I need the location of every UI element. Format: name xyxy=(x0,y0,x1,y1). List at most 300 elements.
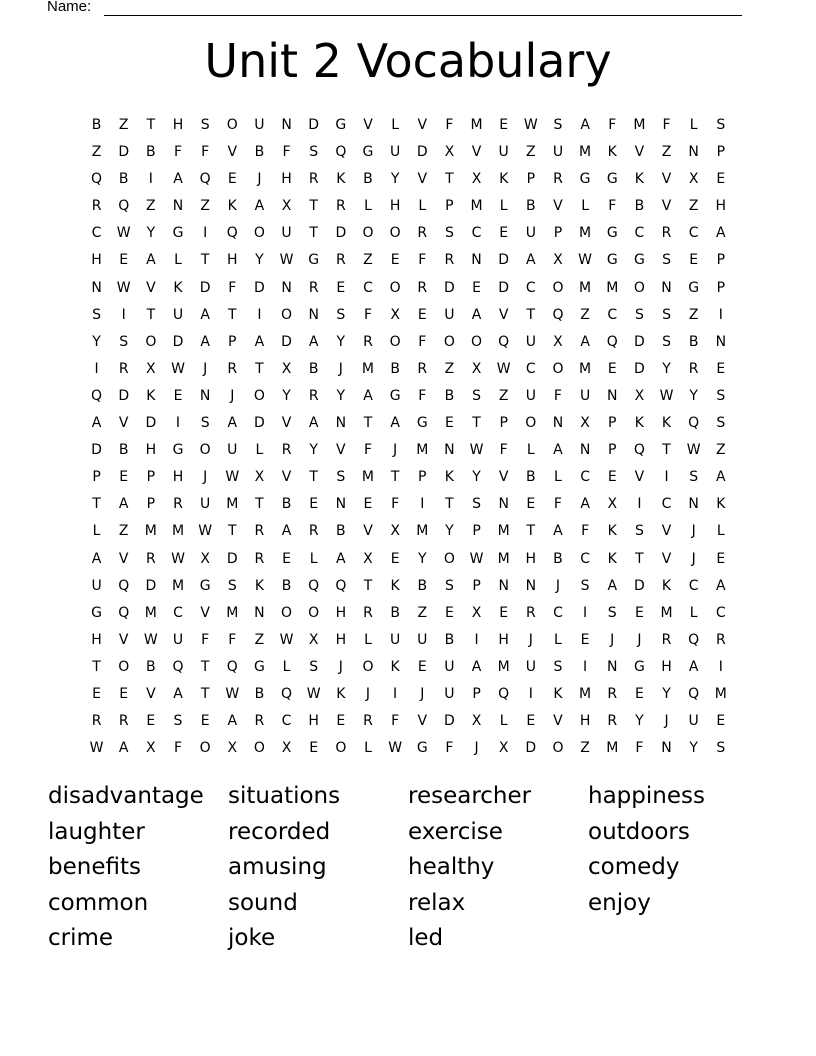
grid-letter: V xyxy=(281,415,292,432)
grid-letter: N xyxy=(91,279,102,296)
grid-letter: V xyxy=(498,306,509,323)
grid-letter: A xyxy=(254,198,265,215)
grid-letter: M xyxy=(579,144,592,161)
word-list-item: common xyxy=(48,889,149,916)
grid-letter: M xyxy=(361,469,375,486)
grid-letter: R xyxy=(91,713,102,730)
grid-letter: J xyxy=(474,740,479,757)
grid-letter: R xyxy=(227,360,238,377)
grid-letter: H xyxy=(715,198,727,215)
grid-letter: O xyxy=(226,117,238,133)
grid-letter: F xyxy=(608,198,617,215)
name-field-line[interactable] xyxy=(104,15,742,16)
grid-letter: V xyxy=(227,144,238,161)
grid-letter: S xyxy=(662,306,671,323)
grid-letter: V xyxy=(146,685,156,702)
word-list-item: outdoors xyxy=(588,818,690,845)
grid-letter: T xyxy=(200,685,210,702)
grid-letter: F xyxy=(201,144,210,161)
grid-letter: A xyxy=(390,415,400,432)
grid-letter: E xyxy=(444,415,454,432)
grid-letter: R xyxy=(417,360,428,377)
grid-letter: M xyxy=(416,442,429,459)
grid-letter: X xyxy=(634,387,645,404)
grid-letter: C xyxy=(688,577,699,594)
grid-letter: T xyxy=(445,496,454,513)
grid-letter: Y xyxy=(336,333,346,350)
grid-letter: I xyxy=(175,415,181,432)
grid-letter: G xyxy=(91,604,102,621)
grid-letter: E xyxy=(526,713,536,730)
grid-letter: V xyxy=(553,713,563,730)
grid-letter: Q xyxy=(606,333,618,350)
grid-letter: P xyxy=(716,279,726,296)
grid-letter: R xyxy=(417,279,428,296)
grid-letter: F xyxy=(201,631,210,648)
grid-letter: P xyxy=(716,252,726,269)
grid-letter: S xyxy=(173,713,183,730)
grid-letter: J xyxy=(393,442,398,459)
grid-letter: N xyxy=(715,333,727,350)
grid-letter: O xyxy=(281,306,293,323)
grid-letter: Y xyxy=(689,387,698,404)
grid-letter: R xyxy=(254,550,265,567)
grid-letter: M xyxy=(470,117,483,133)
grid-letter: S xyxy=(200,117,210,133)
grid-letter: U xyxy=(281,225,292,242)
grid-letter: R xyxy=(91,198,102,215)
grid-letter: C xyxy=(363,279,373,296)
grid-letter: R xyxy=(145,550,156,567)
grid-letter: Q xyxy=(199,171,211,188)
grid-letter: I xyxy=(528,685,533,702)
grid-letter: E xyxy=(227,171,237,188)
grid-letter: X xyxy=(363,550,373,567)
grid-letter: B xyxy=(308,360,319,377)
grid-letter: G xyxy=(308,252,320,269)
grid-letter: G xyxy=(416,740,428,757)
grid-letter: E xyxy=(309,496,319,513)
grid-letter: R xyxy=(254,713,265,730)
grid-letter: Q xyxy=(281,685,293,702)
grid-letter: H xyxy=(498,631,509,648)
grid-letter: A xyxy=(173,685,183,702)
grid-letter: X xyxy=(308,631,319,648)
grid-letter: X xyxy=(580,415,590,432)
grid-letter: U xyxy=(417,631,428,648)
grid-letter: I xyxy=(148,171,153,188)
grid-letter: V xyxy=(634,144,645,161)
grid-letter: M xyxy=(579,685,592,702)
grid-letter: E xyxy=(336,713,346,730)
grid-letter: W xyxy=(171,360,185,377)
grid-letter: S xyxy=(580,577,590,594)
grid-letter: T xyxy=(445,171,454,188)
grid-letter: C xyxy=(715,604,726,621)
grid-letter: W xyxy=(306,685,321,702)
grid-letter: K xyxy=(254,577,264,594)
grid-letter: F xyxy=(581,523,590,540)
grid-letter: Z xyxy=(716,442,726,459)
grid-letter: C xyxy=(634,225,645,242)
grid-letter: Z xyxy=(417,604,428,621)
grid-letter: R xyxy=(607,713,618,730)
word-list-item: benefits xyxy=(48,854,141,881)
grid-letter: T xyxy=(472,415,481,432)
grid-letter: E xyxy=(526,496,536,513)
grid-letter: P xyxy=(716,144,726,161)
grid-letter: D xyxy=(172,333,184,350)
grid-letter: E xyxy=(119,685,129,702)
grid-letter: N xyxy=(579,442,591,459)
grid-letter: T xyxy=(146,306,156,323)
grid-letter: H xyxy=(579,713,591,730)
grid-letter: C xyxy=(580,550,590,567)
grid-letter: B xyxy=(254,685,265,702)
grid-letter: S xyxy=(716,387,726,404)
grid-letter: S xyxy=(309,658,319,675)
grid-letter: U xyxy=(389,144,401,161)
grid-letter: A xyxy=(716,225,726,242)
grid-letter: R xyxy=(308,387,319,404)
grid-letter: V xyxy=(281,469,292,486)
grid-letter: V xyxy=(661,198,672,215)
grid-letter: B xyxy=(444,387,455,404)
grid-letter: H xyxy=(172,469,184,486)
grid-letter: V xyxy=(553,198,563,215)
grid-letter: H xyxy=(281,171,292,188)
grid-letter: F xyxy=(662,117,671,133)
grid-letter: G xyxy=(199,577,211,594)
grid-letter: C xyxy=(553,604,563,621)
grid-letter: A xyxy=(580,333,590,350)
grid-letter: L xyxy=(391,117,400,133)
grid-letter: U xyxy=(579,387,591,404)
grid-letter: D xyxy=(444,279,455,296)
grid-letter: S xyxy=(444,577,454,594)
grid-letter: P xyxy=(499,415,508,432)
grid-letter: R xyxy=(308,171,319,188)
grid-letter: H xyxy=(389,198,401,215)
grid-letter: O xyxy=(362,658,374,675)
grid-letter: N xyxy=(552,415,564,432)
grid-letter: W xyxy=(225,685,240,702)
grid-letter: V xyxy=(146,279,156,296)
grid-letter: R xyxy=(688,360,699,377)
grid-letter: X xyxy=(471,604,482,621)
grid-letter: M xyxy=(171,523,185,540)
grid-letter: U xyxy=(227,442,238,459)
grid-letter: A xyxy=(118,740,129,757)
grid-letter: Y xyxy=(662,360,671,377)
grid-letter: V xyxy=(336,442,346,459)
grid-letter: G xyxy=(606,252,618,269)
grid-letter: M xyxy=(144,523,157,540)
grid-letter: L xyxy=(174,252,182,269)
grid-letter: Y xyxy=(92,333,101,350)
grid-letter: Q xyxy=(688,685,700,702)
grid-letter: O xyxy=(145,333,157,350)
grid-letter: L xyxy=(364,631,372,648)
grid-letter: A xyxy=(688,658,699,675)
grid-letter: U xyxy=(91,577,102,594)
grid-letter: I xyxy=(637,496,642,513)
grid-letter: N xyxy=(281,279,292,296)
grid-letter: M xyxy=(361,360,375,377)
grid-letter: D xyxy=(118,387,130,404)
grid-letter: W xyxy=(143,631,158,648)
grid-letter: A xyxy=(526,252,536,269)
grid-letter: Q xyxy=(552,306,564,323)
grid-letter: H xyxy=(145,442,157,459)
word-list-item: recorded xyxy=(228,818,331,845)
grid-letter: O xyxy=(199,740,211,757)
grid-letter: R xyxy=(118,360,129,377)
grid-letter: T xyxy=(526,523,536,540)
grid-letter: M xyxy=(660,604,673,621)
grid-letter: B xyxy=(390,604,400,621)
grid-letter: V xyxy=(471,144,482,161)
grid-letter: G xyxy=(606,171,618,188)
grid-letter: R xyxy=(417,225,428,242)
grid-letter: G xyxy=(253,658,265,675)
grid-letter: E xyxy=(689,252,699,269)
grid-letter: E xyxy=(119,469,129,486)
grid-letter: D xyxy=(633,333,645,350)
grid-letter: D xyxy=(281,333,292,350)
word-list-item: led xyxy=(408,925,444,952)
word-list-item: sound xyxy=(228,889,298,916)
grid-letter: V xyxy=(118,550,129,567)
word-list-item: disadvantage xyxy=(48,783,204,809)
grid-letter: N xyxy=(199,387,211,404)
grid-letter: Y xyxy=(417,550,427,567)
grid-letter: V xyxy=(661,171,672,188)
grid-letter: E xyxy=(607,360,617,377)
grid-letter: F xyxy=(553,387,562,404)
grid-letter: X xyxy=(471,713,482,730)
grid-letter: D xyxy=(226,550,238,567)
grid-letter: J xyxy=(203,360,208,377)
grid-letter: I xyxy=(718,658,723,675)
grid-letter: Q xyxy=(633,442,645,459)
grid-letter: X xyxy=(390,523,400,540)
grid-letter: W xyxy=(225,469,240,486)
grid-letter: M xyxy=(144,604,157,621)
grid-letter: O xyxy=(471,333,483,350)
grid-letter: S xyxy=(716,415,726,432)
grid-letter: U xyxy=(172,631,184,648)
grid-letter: L xyxy=(309,550,318,567)
grid-letter: R xyxy=(281,442,292,459)
grid-letter: K xyxy=(607,523,617,540)
grid-letter: D xyxy=(308,117,320,133)
grid-letter: A xyxy=(553,523,563,540)
grid-letter: V xyxy=(661,550,672,567)
grid-letter: V xyxy=(118,631,129,648)
grid-letter: F xyxy=(418,252,427,269)
grid-letter: A xyxy=(308,415,319,432)
grid-letter: O xyxy=(525,415,537,432)
grid-letter: S xyxy=(472,496,481,513)
grid-letter: Y xyxy=(336,387,346,404)
grid-letter: E xyxy=(499,604,509,621)
grid-letter: P xyxy=(418,469,427,486)
grid-letter: I xyxy=(420,496,425,513)
grid-letter: Q xyxy=(498,333,510,350)
grid-letter: A xyxy=(363,387,373,404)
grid-letter: X xyxy=(498,740,509,757)
grid-letter: Y xyxy=(309,442,318,459)
grid-letter: V xyxy=(417,117,428,133)
grid-letter: N xyxy=(308,306,319,323)
grid-letter: Q xyxy=(226,658,238,675)
grid-letter: K xyxy=(336,685,346,702)
grid-letter: A xyxy=(91,415,102,432)
word-list-item: amusing xyxy=(228,854,327,881)
grid-letter: M xyxy=(714,685,727,702)
grid-letter: X xyxy=(553,252,563,269)
grid-letter: D xyxy=(498,252,510,269)
word-list-item: situations xyxy=(228,783,341,809)
grid-letter: B xyxy=(281,496,292,513)
grid-letter: O xyxy=(281,604,293,621)
grid-letter: W xyxy=(171,550,185,567)
grid-letter: X xyxy=(281,740,292,757)
grid-letter: R xyxy=(661,225,672,242)
grid-letter: F xyxy=(363,306,372,323)
word-list xyxy=(48,780,768,958)
grid-letter: R xyxy=(363,713,373,730)
grid-letter: J xyxy=(257,171,262,188)
word-list-item: relax xyxy=(408,889,466,916)
grid-letter: Q xyxy=(118,604,130,621)
grid-letter: Y xyxy=(662,685,671,702)
grid-letter: T xyxy=(92,658,101,675)
grid-letter: E xyxy=(146,713,156,730)
grid-letter: Q xyxy=(118,198,130,215)
grid-letter: H xyxy=(525,550,537,567)
grid-letter: P xyxy=(526,171,536,188)
grid-letter: M xyxy=(171,577,185,594)
grid-letter: J xyxy=(338,658,343,675)
grid-letter: S xyxy=(336,306,346,323)
grid-letter: O xyxy=(552,279,564,296)
grid-letter: V xyxy=(363,117,373,133)
grid-letter: V xyxy=(661,523,672,540)
grid-letter: U xyxy=(552,144,564,161)
grid-letter: Z xyxy=(363,252,373,269)
grid-letter: N xyxy=(661,740,672,757)
grid-letter: A xyxy=(607,577,618,594)
grid-letter: W xyxy=(578,252,593,269)
grid-letter: K xyxy=(607,550,617,567)
grid-letter: A xyxy=(200,333,210,350)
grid-letter: S xyxy=(553,117,563,133)
grid-letter: B xyxy=(146,144,156,161)
grid-letter: T xyxy=(635,550,644,567)
grid-letter: N xyxy=(607,658,618,675)
grid-letter: R xyxy=(335,252,346,269)
word-list-item: exercise xyxy=(408,818,503,845)
grid-letter: N xyxy=(688,496,699,513)
grid-letter: G xyxy=(688,279,700,296)
grid-letter: S xyxy=(662,333,671,350)
grid-letter: Z xyxy=(118,117,129,133)
grid-letter: E xyxy=(390,550,400,567)
grid-letter: V xyxy=(200,604,210,621)
grid-letter: P xyxy=(472,577,481,594)
grid-letter: C xyxy=(173,604,183,621)
grid-letter: K xyxy=(146,387,156,404)
grid-letter: G xyxy=(633,658,645,675)
grid-letter: J xyxy=(691,523,696,540)
grid-letter: S xyxy=(336,469,346,486)
grid-letter: C xyxy=(281,713,292,730)
grid-letter: F xyxy=(173,740,183,757)
grid-letter: Q xyxy=(498,685,510,702)
grid-letter: X xyxy=(200,550,210,567)
grid-letter: O xyxy=(389,225,401,242)
grid-letter: A xyxy=(716,469,726,486)
grid-letter: U xyxy=(444,306,455,323)
grid-letter: J xyxy=(664,713,669,730)
grid-letter: F xyxy=(608,117,617,133)
grid-letter: X xyxy=(553,333,563,350)
grid-letter: Y xyxy=(390,171,400,188)
grid-letter: M xyxy=(226,496,239,513)
grid-letter: M xyxy=(579,360,592,377)
grid-letter: L xyxy=(255,442,264,459)
grid-letter: F xyxy=(635,740,644,757)
grid-letter: X xyxy=(281,198,292,215)
grid-letter: R xyxy=(363,604,373,621)
grid-letter: D xyxy=(254,415,265,432)
grid-letter: Z xyxy=(526,144,536,161)
grid-letter: U xyxy=(389,631,401,648)
grid-letter: T xyxy=(309,469,318,486)
grid-letter: A xyxy=(146,252,156,269)
grid-letter: T xyxy=(526,306,536,323)
grid-letter: T xyxy=(227,523,237,540)
grid-letter: B xyxy=(553,550,563,567)
grid-letter: D xyxy=(416,144,428,161)
grid-letter: S xyxy=(309,144,319,161)
grid-letter: R xyxy=(335,198,346,215)
grid-letter: X xyxy=(146,360,156,377)
grid-letter: N xyxy=(172,198,184,215)
grid-letter: V xyxy=(417,171,428,188)
grid-letter: I xyxy=(583,658,588,675)
grid-letter: T xyxy=(255,360,264,377)
grid-letter: V xyxy=(363,523,373,540)
word-list-item: crime xyxy=(48,925,114,952)
grid-letter: A xyxy=(227,415,238,432)
grid-letter: E xyxy=(363,496,373,513)
grid-letter: M xyxy=(416,523,429,540)
grid-letter: Q xyxy=(335,144,347,161)
grid-letter: M xyxy=(633,117,646,133)
grid-letter: L xyxy=(581,198,589,215)
grid-letter: R xyxy=(173,496,183,513)
grid-letter: S xyxy=(444,225,454,242)
grid-letter: B xyxy=(363,171,373,188)
grid-letter: A xyxy=(173,171,183,188)
grid-letter: D xyxy=(633,360,645,377)
grid-letter: U xyxy=(200,496,211,513)
grid-letter: W xyxy=(198,523,213,540)
grid-letter: W xyxy=(469,442,484,459)
